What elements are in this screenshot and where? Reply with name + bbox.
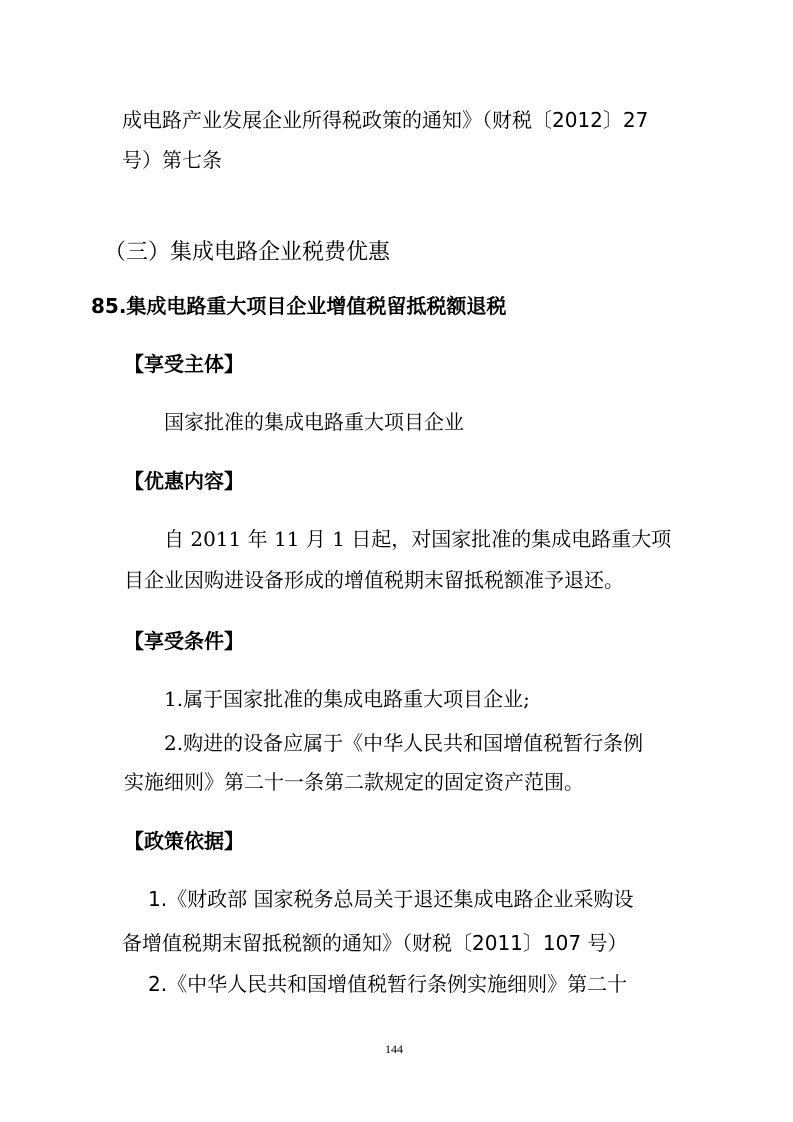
page-number: 144 (385, 1042, 403, 1056)
content-line-1: 自 2011 年 11 月 1 日起，对国家批准的集成电路重大项 (164, 527, 672, 551)
beneficiary-text: 国家批准的集成电路重大项目企业 (164, 410, 464, 434)
conditions-item-2-line-1: 2.购进的设备应属于《中华人民共和国增值税暂行条例 (164, 731, 644, 755)
content-heading: 【优惠内容】 (124, 469, 244, 493)
conditions-item-2-line-2: 实施细则》第二十一条第二款规定的固定资产范围。 (124, 770, 584, 794)
beneficiary-heading: 【享受主体】 (124, 352, 244, 376)
conditions-heading: 【享受条件】 (124, 629, 244, 653)
content-line-2: 目企业因购进设备形成的增值税期末留抵税额准予退还。 (124, 568, 624, 592)
conditions-item-1: 1.属于国家批准的集成电路重大项目企业; (164, 687, 530, 711)
basis-heading: 【政策依据】 (124, 829, 244, 853)
item-title: 85.集成电路重大项目企业增值税留抵税额退税 (91, 294, 507, 318)
basis-item-2-line-1: 2.《中华人民共和国增值税暂行条例实施细则》第二十 (148, 972, 628, 996)
continuation-line-1: 成电路产业发展企业所得税政策的通知》（财税〔2012〕27 (122, 108, 649, 132)
continuation-line-2: 号）第七条 (122, 148, 222, 172)
basis-item-1-line-1: 1.《财政部 国家税务总局关于退还集成电路企业采购设 (148, 887, 634, 911)
basis-item-1-line-2: 备增值税期末留抵税额的通知》（财税〔2011〕107 号） (122, 931, 628, 955)
section-heading: （三）集成电路企业税费优惠 (104, 240, 391, 265)
